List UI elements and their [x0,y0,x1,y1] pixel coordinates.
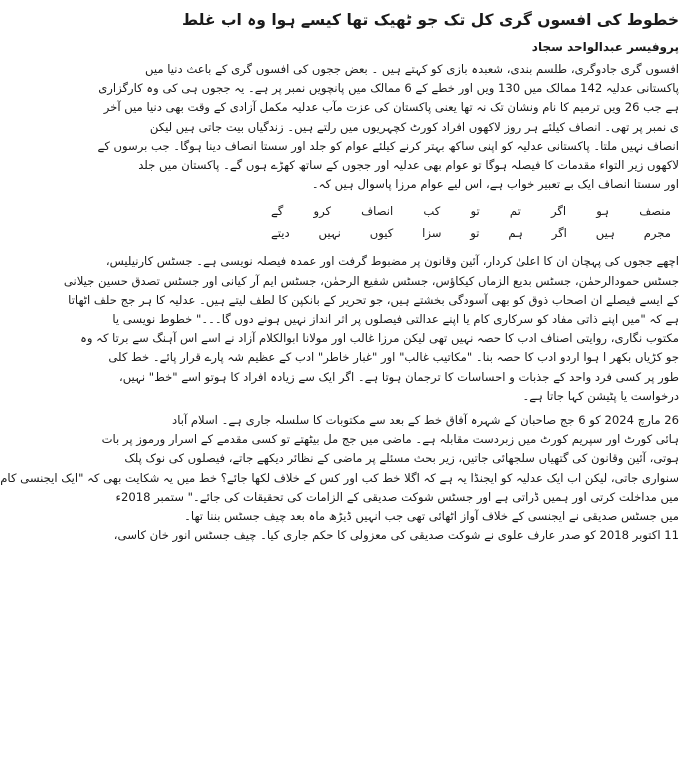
paragraph-line: اچھے ججوں کی پہچان ان کا اعلیٰ کردار، آئین وقانون پر مضبوط گرفت اور عمدہ فیصلہ نویسی ہے۔ جسٹس کارنیلیس، [105,254,679,269]
paragraph-line: 11 اکتوبر 2018 کو صدر عارف علوی نے شوکت صدیقی کی معزولی کا حکم جاری کیا۔ چیف جسٹس انور خان کاسی، [113,528,679,543]
article-headline: خطوط کی افسوں گری کل تک جو ٹھیک تھا کیسے ہوا وہ اب غلط [182,11,679,29]
paragraph-line: ہائی کورٹ اور سپریم کورٹ میں زبردست مقابلہ ہے۔ ماضی میں جج مل بیٹھتے تو کسی مقدمے کے اسرار ورموز پر بات [101,432,679,447]
paragraph-line: افسوں گری جادوگری، طلسم بندی، شعبدہ بازی کو کہتے ہیں ۔ بعض ججوں کی افسوں گری کے باعث دنیا میں [145,62,679,76]
letters-paragraph [0,411,679,545]
paragraph-line: میں مداخلت کرتی اور ہمیں ڈراتی ہے اور جسٹس شوکت صدیقی کے الزامات کی تحقیقات کی جائے۔" ستمبر 2018ء [115,489,679,504]
paragraph-line: جو کڑیاں بکھر ا ہوا اردو ادب کا حصہ بنا۔ "مکاتیب غالب" اور "غبار خاطر" ادب کے عظیم شہ پارے قرار پائے۔ خط کلی [108,350,679,365]
verse-line: منصف ہو اگر تم تو کب انصاف کرو گے [271,204,671,219]
paragraph-line: ہے کہ "میں اپنے ذاتی مفاد کو سرکاری کام یا اپنے عدالتی فیصلوں پر اثر انداز نہیں ہونے دوں گا۔۔۔" خطوط نویسی یا [112,312,679,327]
paragraph-line: ہے جب 26 ویں ترمیم کا نام ونشان تک نہ تھا یعنی پاکستان کی عزت مآب عدلیہ مکمل آزادی کے وقت بھی دنیا میں آخر [103,100,679,115]
paragraph-line: طور پر کسی فرد واحد کے جذبات و احساسات کا ترجمان ہوتا ہے۔ اگر ایک سے زیادہ افراد کا ہوتو اسے "خط" نہیں، [118,369,679,384]
paragraph-line: ی نمبر پر تھی۔ انصاف کیلئے ہر روز لاکھوں افراد کورٹ کچہریوں میں رلتے ہیں۔ زندگیاں بیت جاتی ہیں لیکن [149,119,679,134]
intro-paragraph [97,60,679,194]
poetry-couplet [263,200,679,244]
paragraph-line: سنواری جاتی، لیکن اب ایک عدلیہ کو ایجنڈا یہ ہے کہ اگلا خط کب اور کس کے خلاف لکھا جائے؟ خط میں یہ شکایت بھی کہ "ایک ایجنسی کام [0,470,679,485]
paragraph-line: درخواست یا پٹیشن کہا جاتا ہے۔ [522,388,679,403]
paragraph-line: کے ایسے فیصلے ان اصحاب ذوق کو بھی آسودگی بخشتے ہیں، جو تحریر کے بانکپن کا لطف لیتے ہیں۔ عدلیہ کا ہر جج حلف اٹھاتا [68,292,679,307]
verse-line: مجرم ہیں اگر ہم تو سزا کیوں نہیں دیتے [271,226,671,241]
paragraph-line: 26 مارچ 2024 کو 6 جج صاحبان کے شہرہ آفاق خط کے بعد سے مکتوبات کا سلسلہ جاری ہے۔ اسلام آباد [172,413,679,428]
paragraph-line: میں جسٹس صدیقی نے ایجنسی کے خلاف آواز اٹھائی تھی جب انہیں ڈیڑھ ماہ بعد چیف جسٹس بننا تھا۔ [184,509,679,524]
paragraph-line: انصاف نہیں ملتا۔ پاکستانی عدلیہ کو اپنی ساکھ بہتر کرنے کیلئے عوام کو جلد اور سستا انصاف دینا ہوگا۔ جب برسوں کے [97,138,679,153]
paragraph-line: ہوتی، آئین وقانون کی گتھیاں سلجھائی جاتیں، زیر بحث مسئلے پر ماضی کے نظائر دیکھے جاتے، فیصلوں کی نوک پلک [124,451,679,466]
paragraph-line: لاکھوں زیر التواء مقدمات کا فیصلہ ہوگا تو عوام بھی عدلیہ اور ججوں کے ساتھ کھڑے ہوں گے۔ پاکستان میں جلد [138,158,679,173]
judges-paragraph [63,252,679,406]
paragraph-line: اور سستا انصاف ایک بے تعبیر خواب ہے، اس لیے عوام مرزا پاسوال ہیں کہ۔ [311,177,679,192]
paragraph-line: مکتوب نگاری، روایتی اصناف ادب کا حصہ نہیں تھی لیکن مرزا غالب اور مولانا ابوالکلام آزاد نے اسے اس آہنگ سے برتا کہ وہ [80,331,679,346]
author-byline: پروفیسر عبدالواحد سجاد [531,40,679,54]
paragraph-line: جسٹس حمودالرحمٰن، جسٹس بدیع الزماں کیکاؤس، جسٹس شفیع الرحمٰن، جسٹس ایم آر کیانی اور جسٹس تصدق حسین جیلانی [63,273,679,288]
paragraph-line: پاکستانی عدلیہ 142 ممالک میں 130 ویں اور خطے کے 6 ممالک میں پانچویں نمبر پر ہے۔ یہ ججوں ہی کی وہ کارگزاری [98,81,679,96]
